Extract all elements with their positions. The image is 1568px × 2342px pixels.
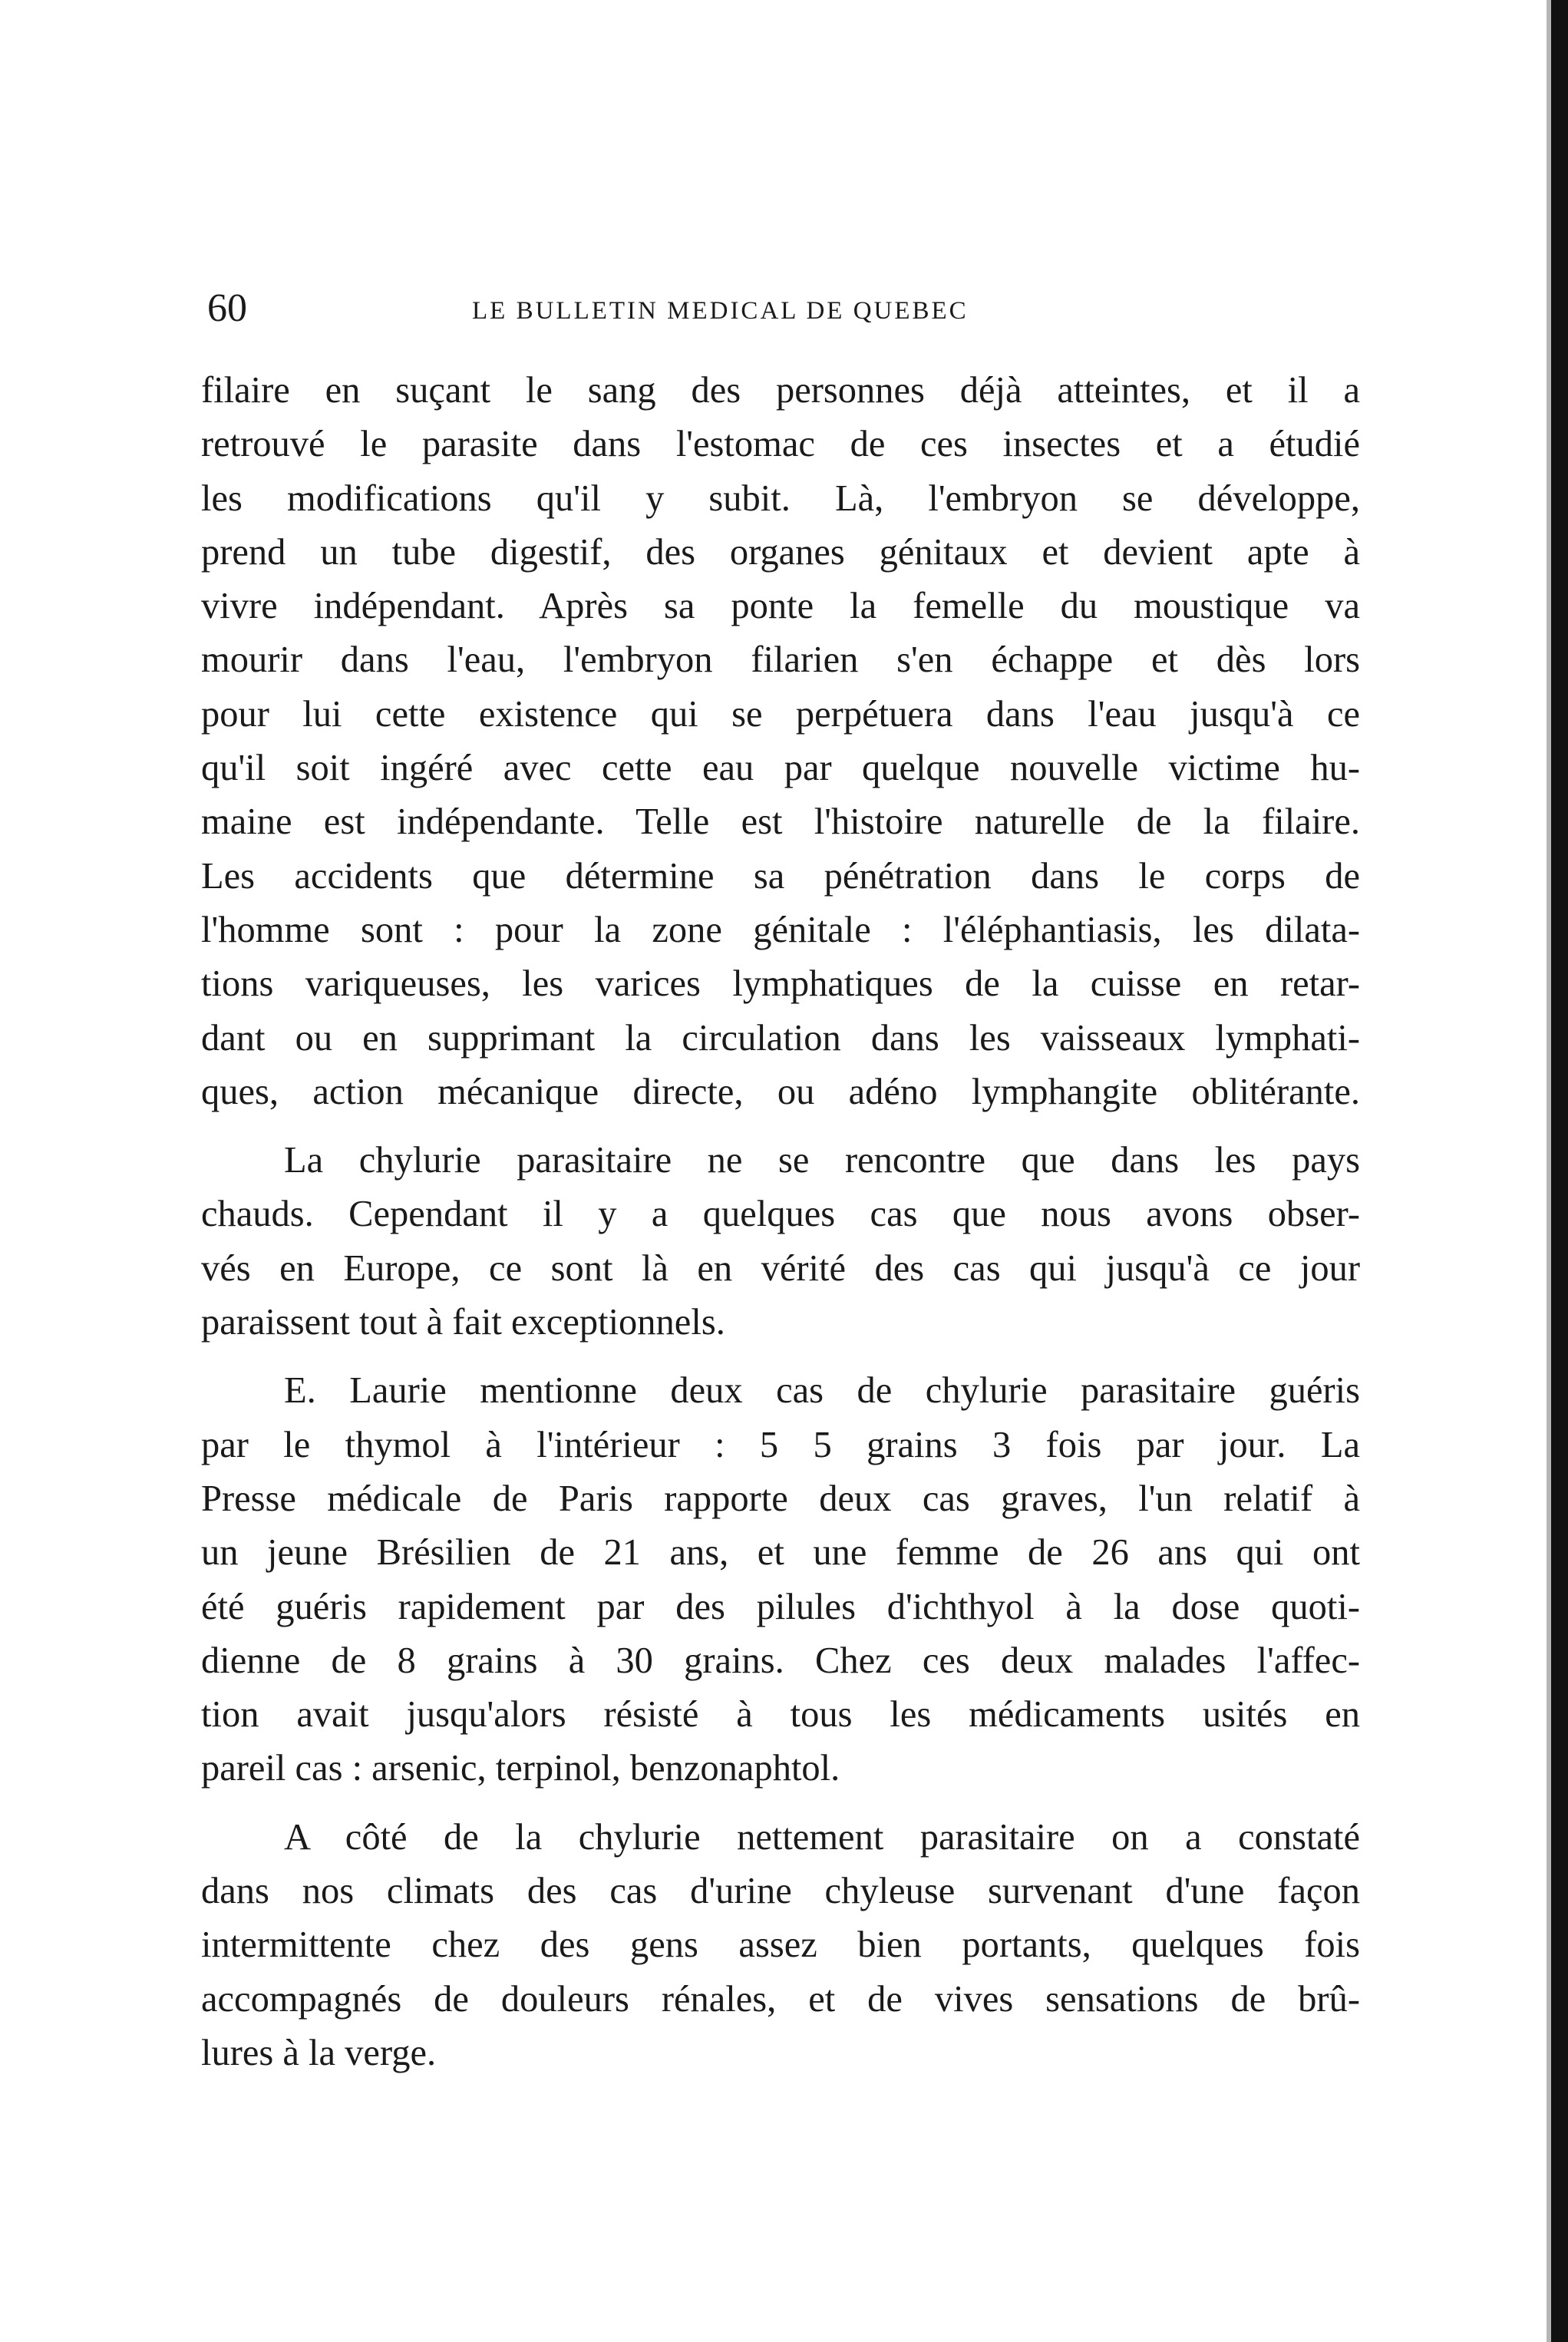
paragraph-4 [201,1811,1360,2080]
text-line: chauds. Cependant il y a quelques cas que nous avons obser- [201,1194,1360,1235]
text-line: un jeune Brésilien de 21 ans, et une femme de 26 ans qui ont [201,1532,1360,1574]
body-text [201,364,1360,2080]
text-line: Presse médicale de Paris rapporte deux cas graves, l'un relatif à [201,1478,1360,1519]
text-line: par le thymol à l'intérieur : 5 5 grains 3 fois par jour. La [201,1424,1360,1465]
paragraph-1 [201,364,1360,1119]
text-line: pareil cas : arsenic, terpinol, benzonaphtol. [201,1748,840,1789]
running-head: LE BULLETIN MEDICAL DE QUEBEC [472,297,969,325]
text-line: l'homme sont : pour la zone génitale : l'éléphantiasis, les dilata- [201,909,1360,950]
text-line: paraissent tout à fait exceptionnels. [201,1302,725,1343]
text-line: été guéris rapidement par des pilules d'ichthyol à la dose quoti- [201,1586,1360,1627]
text-line: ques, action mécanique directe, ou adéno lymphangite oblitérante. [201,1071,1360,1112]
text-line: qu'il soit ingéré avec cette eau par quelque nouvelle victime hu- [201,748,1360,789]
text-line: La chylurie parasitaire ne se rencontre que dans les pays [284,1140,1360,1181]
text-line: filaire en suçant le sang des personnes déjà atteintes, et il a [201,370,1360,411]
text-line: vivre indépendant. Après sa ponte la femelle du moustique va [201,586,1360,627]
text-line: dienne de 8 grains à 30 grains. Chez ces deux malades l'affec- [201,1640,1360,1681]
text-line: vés en Europe, ce sont là en vérité des cas qui jusqu'à ce jour [201,1247,1360,1289]
page-number: 60 [207,286,247,330]
text-line: pour lui cette existence qui se perpétuera dans l'eau jusqu'à ce [201,693,1360,735]
text-line: les modifications qu'il y subit. Là, l'embryon se développe, [201,477,1360,519]
text-line: tion avait jusqu'alors résisté à tous les médicaments usités en [201,1694,1360,1736]
text-line: A côté de la chylurie nettement parasitaire on a constaté [284,1816,1360,1858]
text-line: lures à la verge. [201,2032,437,2073]
text-line: dant ou en supprimant la circulation dans les vaisseaux lymphati- [201,1017,1360,1059]
paragraph-3 [201,1364,1360,1795]
text-line: dans nos climats des cas d'urine chyleuse survenant d'une façon [201,1871,1360,1912]
text-line: intermittente chez des gens assez bien portants, quelques fois [201,1924,1360,1966]
text-line: retrouvé le parasite dans l'estomac de ces insectes et a étudié [201,424,1360,465]
paragraph-2 [201,1134,1360,1349]
text-line: maine est indépendante. Telle est l'histoire naturelle de la filaire. [201,801,1360,843]
text-line: E. Laurie mentionne deux cas de chylurie parasitaire guéris [284,1370,1360,1412]
text-line: tions variqueuses, les varices lymphatiques de la cuisse en retar- [201,963,1360,1005]
text-line: accompagnés de douleurs rénales, et de vives sensations de brû- [201,1978,1360,2020]
text-line: prend un tube digestif, des organes génitaux et devient apte à [201,531,1360,573]
page-header [207,286,1351,332]
text-line: mourir dans l'eau, l'embryon filarien s'en échappe et dès lors [201,639,1360,681]
binding-edge [1551,0,1568,2342]
text-line: Les accidents que détermine sa pénétration dans le corps de [201,855,1360,897]
